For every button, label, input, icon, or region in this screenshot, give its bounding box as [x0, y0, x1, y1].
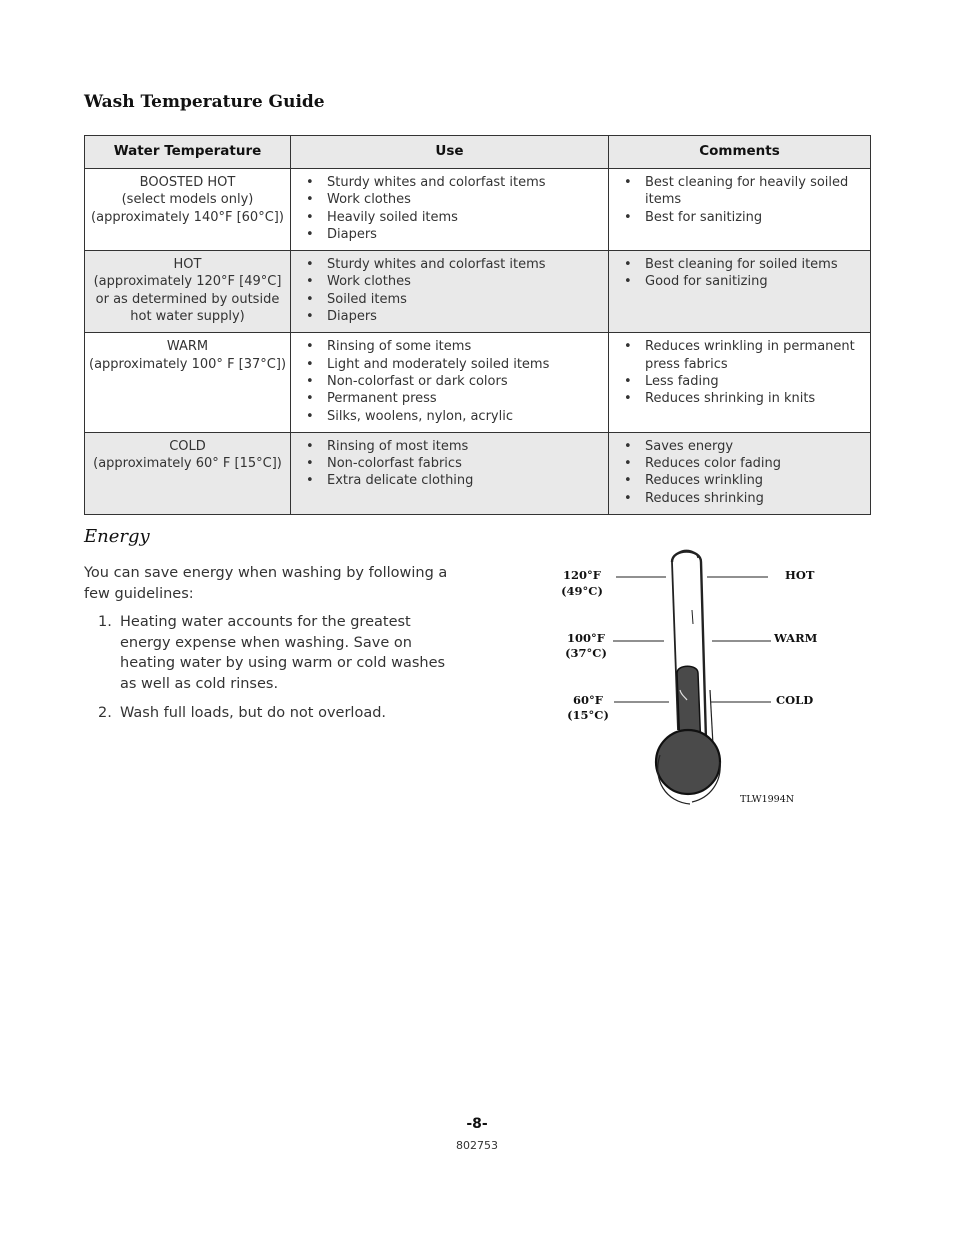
list-item: • Reduces wrinkling in permanent press fabrics: [645, 338, 862, 373]
comments-cell: [609, 169, 871, 251]
use-cell: [291, 169, 609, 251]
warm-fahrenheit-label: 100°F: [567, 631, 605, 645]
list-item: • Rinsing of most items: [327, 438, 600, 455]
list-item: • Reduces shrinking in knits: [645, 390, 862, 407]
temp-cell: [85, 169, 291, 251]
list-item: • Best cleaning for soiled items: [645, 256, 862, 273]
list-item: • Light and moderately soiled items: [327, 356, 600, 373]
list-item: • Diapers: [327, 308, 600, 325]
temp-line: HOT: [173, 257, 202, 273]
figure-code: TLW1994N: [740, 794, 795, 805]
cold-label: COLD: [776, 693, 814, 707]
table-row: [85, 432, 871, 514]
wash-temperature-table: [84, 135, 871, 515]
list-item: • Extra delicate clothing: [327, 472, 600, 489]
list-item: • Non-colorfast or dark colors: [327, 373, 600, 390]
item-text: Heating water accounts for the greatest energy expense when washing. Save on heating water by using warm or cold washes as well as cold rinses.: [120, 614, 446, 692]
list-item: • Sturdy whites and colorfast items: [327, 174, 600, 191]
thermometer-icon: [656, 550, 720, 804]
list-item: • Sturdy whites and colorfast items: [327, 256, 600, 273]
list-item: [84, 612, 464, 694]
table-row: [85, 169, 871, 251]
cold-celsius-label: (15°C): [567, 708, 609, 722]
temp-line: COLD: [169, 438, 206, 454]
hot-label: HOT: [785, 568, 815, 582]
warm-label: WARM: [774, 631, 818, 645]
document-code: 802753: [456, 1139, 498, 1152]
header-water-temperature: Water Temperature: [85, 136, 291, 169]
table-header-row: [85, 136, 871, 169]
list-item: • Heavily soiled items: [327, 209, 600, 226]
header-comments: Comments: [609, 136, 871, 169]
list-item: • Less fading: [645, 373, 862, 390]
comments-cell: [609, 432, 871, 514]
temp-line: (approximately 100° F [37°C]): [89, 356, 287, 372]
list-item: • Silks, woolens, nylon, acrylic: [327, 408, 600, 425]
section-title: Wash Temperature Guide: [84, 92, 325, 112]
temp-line: hot water supply): [130, 309, 245, 325]
list-item: [84, 703, 464, 724]
list-item: • Rinsing of some items: [327, 338, 600, 355]
use-cell: [291, 333, 609, 432]
list-item: • Reduces wrinkling: [645, 472, 862, 489]
table-row: [85, 333, 871, 432]
list-item: • Reduces shrinking: [645, 490, 862, 507]
list-item: • Work clothes: [327, 273, 600, 290]
comments-cell: [609, 251, 871, 333]
list-item: • Permanent press: [327, 390, 600, 407]
hot-celsius-label: (49°C): [561, 584, 603, 598]
temp-line: WARM: [166, 339, 209, 355]
table-row: [85, 251, 871, 333]
temp-line: BOOSTED HOT: [139, 175, 236, 190]
temp-cell: [85, 432, 291, 514]
list-item: • Diapers: [327, 226, 600, 243]
list-item: • Saves energy: [645, 438, 862, 455]
comments-cell: [609, 333, 871, 432]
use-cell: [291, 251, 609, 333]
energy-title: Energy: [84, 526, 150, 547]
temp-line: (approximately 120°F [49°C]: [93, 274, 282, 290]
temp-line: (approximately 140°F [60°C]): [91, 209, 284, 225]
item-number: 1.: [98, 614, 112, 630]
cold-fahrenheit-label: 60°F: [573, 693, 603, 707]
temp-line: or as determined by outside: [95, 291, 280, 307]
header-use: Use: [291, 136, 609, 169]
list-item: • Work clothes: [327, 191, 600, 208]
temp-line: (select models only): [121, 192, 254, 208]
list-item: • Good for sanitizing: [645, 273, 862, 290]
list-item: • Non-colorfast fabrics: [327, 455, 600, 472]
thermometer-illustration: [540, 540, 830, 815]
list-item: • Reduces color fading: [645, 455, 862, 472]
list-item: • Soiled items: [327, 291, 600, 308]
page-number: -8-: [466, 1116, 488, 1132]
hot-fahrenheit-label: 120°F: [563, 568, 601, 582]
item-text: Wash full loads, but do not overload.: [120, 705, 387, 721]
warm-celsius-label: (37°C): [565, 646, 607, 660]
energy-intro: You can save energy when washing by following a few guidelines:: [84, 565, 448, 602]
use-cell: [291, 432, 609, 514]
list-item: • Best for sanitizing: [645, 209, 862, 226]
item-number: 2.: [98, 705, 112, 721]
temp-cell: [85, 251, 291, 333]
energy-guidelines: [84, 612, 464, 733]
temp-line: (approximately 60° F [15°C]): [93, 456, 282, 472]
list-item: • Best cleaning for heavily soiled items: [645, 174, 862, 209]
temp-cell: [85, 333, 291, 432]
